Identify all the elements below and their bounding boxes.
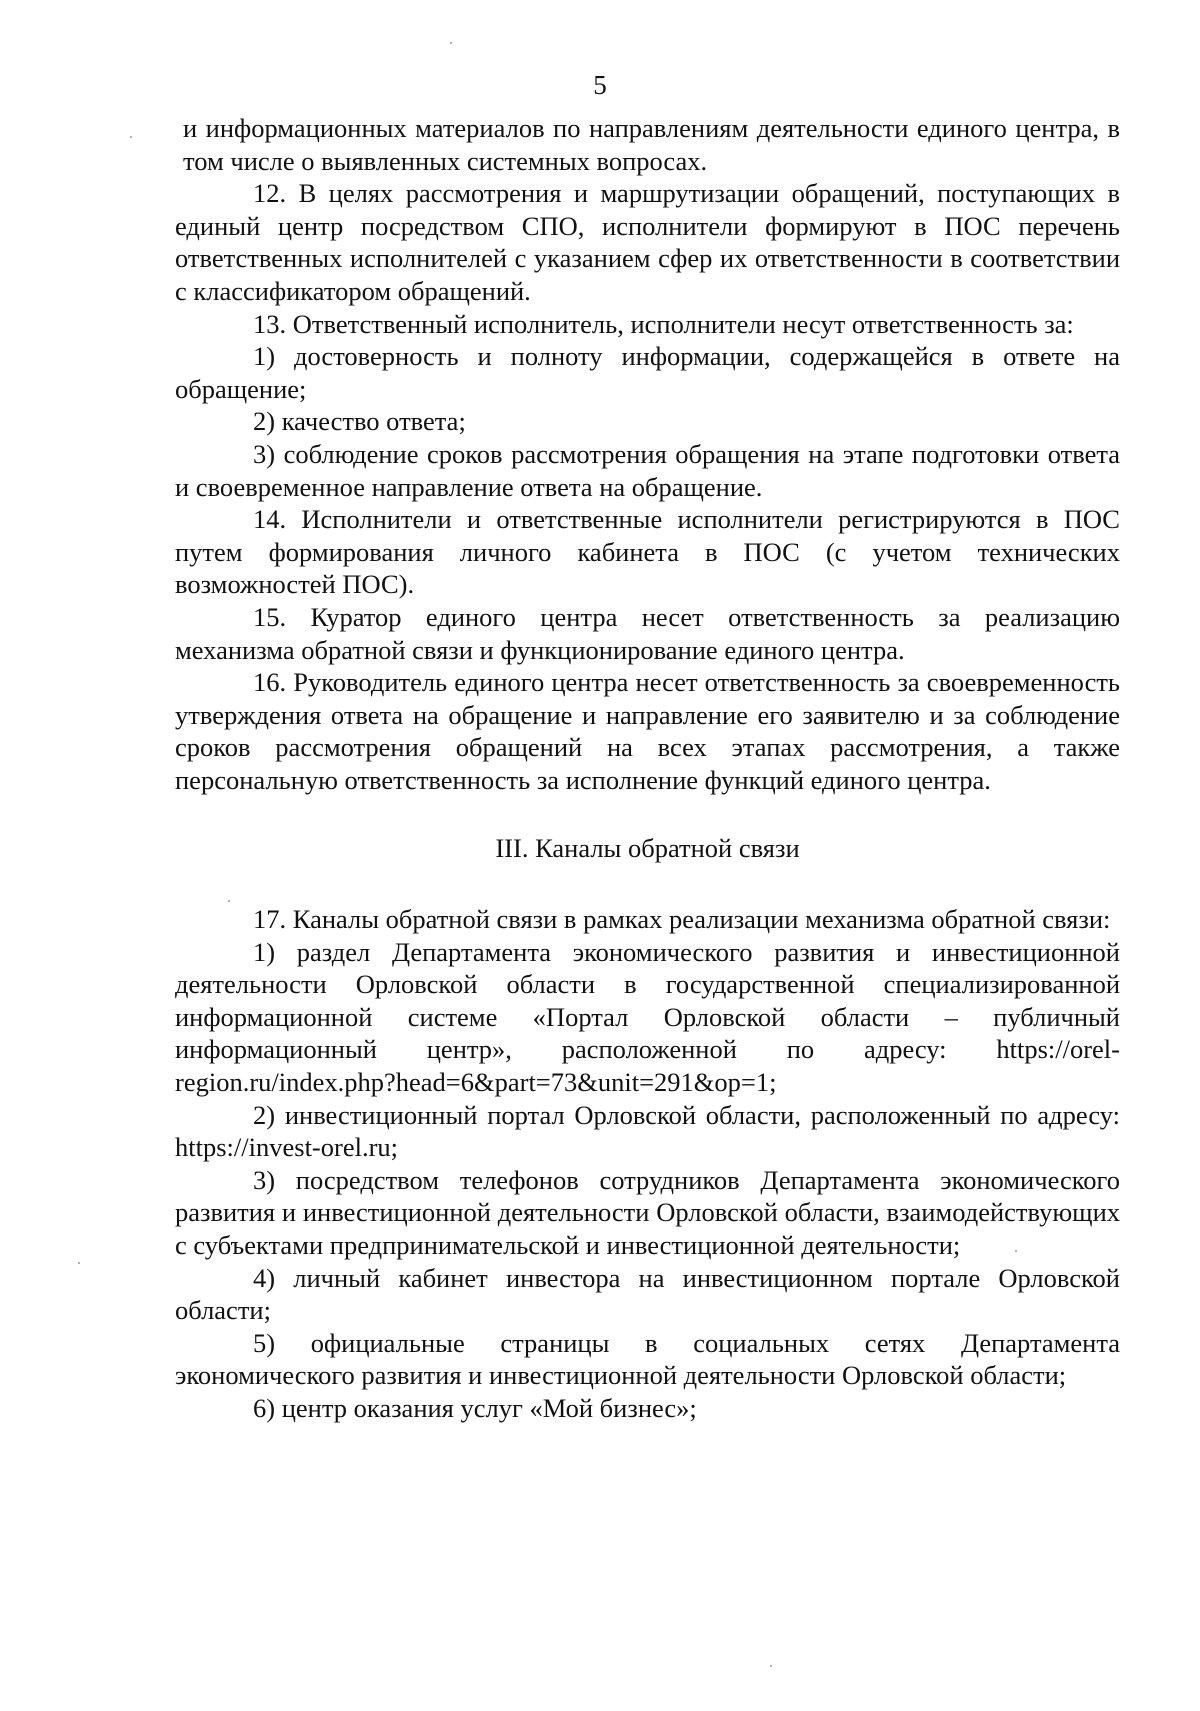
- paragraph-item-17-2: 2) инвестиционный портал Орловской области, расположенный по адресу: https://invest-orel.ru;: [175, 1099, 1120, 1163]
- scan-speck: [1015, 1250, 1017, 1252]
- paragraph-item-13: 13. Ответственный исполнитель, исполнители несут ответственность за:: [253, 308, 1074, 339]
- document-body: [175, 112, 1120, 1425]
- paragraph-item-15: 15. Куратор единого центра несет ответственность за реализацию механизма обратной связи и функционирование единого центра.: [175, 601, 1120, 665]
- paragraph-item-13-3: 3) соблюдение сроков рассмотрения обращения на этапе подготовки ответа и своевременное направление ответа на обращение.: [175, 438, 1120, 502]
- paragraph-item-17-4: 4) личный кабинет инвестора на инвестиционном портале Орловской области;: [175, 1262, 1120, 1326]
- paragraph-item-17-1: 1) раздел Департамента экономического развития и инвестиционной деятельности Орловской области в государственной специализированной информационной системе «Портал Орловской области – публичный информационный центр», расположенной по адресу: https://orel-region.ru/index.php?head=6&part=73&unit=291&op=1;: [175, 936, 1120, 1098]
- paragraph-item-17-6: 6) центр оказания услуг «Мой бизнес»;: [253, 1392, 697, 1423]
- scan-speck: [130, 136, 132, 138]
- paragraph-item-12: 12. В целях рассмотрения и маршрутизации обращений, поступающих в единый центр посредством СПО, исполнители формируют в ПОС перечень ответственных исполнителей с указанием сфер их ответственности в соответствии с классификатором обращений.: [175, 178, 1120, 306]
- paragraph-item-17: 17. Каналы обратной связи в рамках реализации механизма обратной связи:: [253, 904, 1111, 935]
- scan-speck: [770, 1665, 772, 1667]
- paragraph-item-17-3: 3) посредством телефонов сотрудников Департамента экономического развития и инвестиционной деятельности Орловской области, взаимодействующих с субъектами предпринимательской и инвестиционной деятельности;: [175, 1164, 1120, 1260]
- paragraph-item-14: 14. Исполнители и ответственные исполнители регистрируются в ПОС путем формирования личного кабинета в ПОС (с учетом технических возможностей ПОС).: [175, 504, 1120, 600]
- paragraph-item-16: 16. Руководитель единого центра несет ответственность за своевременность утверждения ответа на обращение и направление его заявителю и за соблюдение сроков рассмотрения обращений на всех этапах рассмотрения, а также персональную ответственность за исполнение функций единого центра.: [175, 667, 1120, 795]
- scan-speck: [78, 1262, 80, 1264]
- paragraph-item-13-1: 1) достоверность и полноту информации, содержащейся в ответе на обращение;: [175, 341, 1120, 404]
- paragraph-continuation: и информационных материалов по направлениям деятельности единого центра, в том числе о выявленных системных вопросах.: [183, 113, 1120, 176]
- paragraph-item-17-5: 5) официальные страницы в социальных сетях Департамента экономического развития и инвестиционной деятельности Орловской области;: [175, 1327, 1120, 1391]
- section-heading: III. Каналы обратной связи: [495, 833, 800, 864]
- scan-speck: [228, 900, 230, 902]
- paragraph-item-13-2: 2) качество ответа;: [253, 406, 466, 437]
- scan-speck: [450, 42, 452, 44]
- page-number: 5: [593, 70, 607, 100]
